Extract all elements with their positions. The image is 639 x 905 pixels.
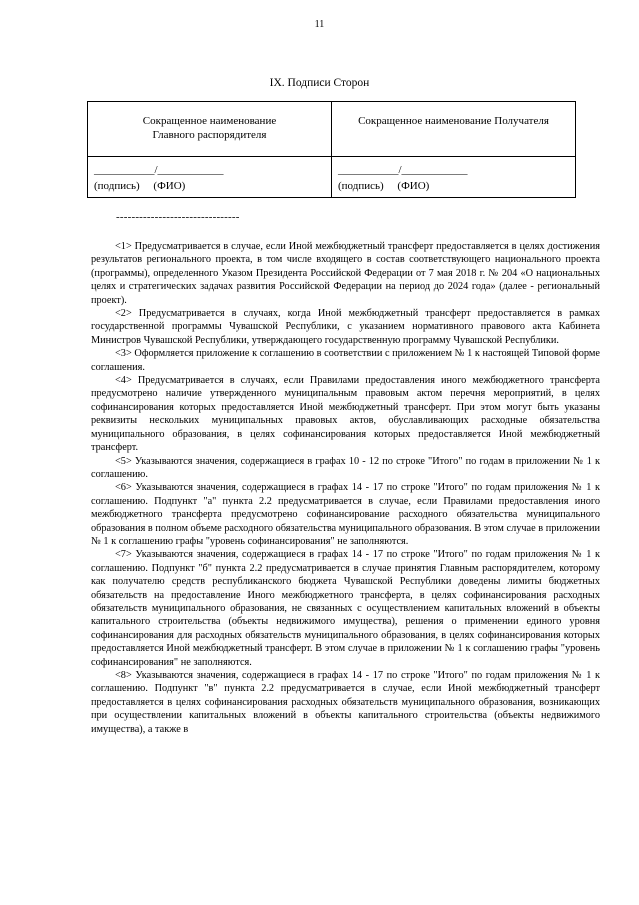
footnote-divider: -------------------------------- bbox=[116, 211, 240, 223]
right-header: Сокращенное наименование Получателя bbox=[358, 115, 549, 127]
left-header-line2: Главного распорядителя bbox=[152, 129, 267, 141]
footnote-5: <5> Указываются значения, содержащиеся в графах 10 - 12 по строке "Итого" по годам в приложении № 1 к соглашению. bbox=[91, 455, 600, 480]
left-signature-cell bbox=[88, 157, 332, 198]
left-header-line1: Сокращенное наименование bbox=[142, 115, 277, 127]
section-title: IX. Подписи Сторон bbox=[269, 77, 370, 89]
left-header-cell bbox=[88, 102, 332, 157]
right-signature-cell bbox=[332, 157, 576, 198]
left-signature-captions: (подпись) (ФИО) bbox=[94, 180, 186, 192]
footnote-3: <3> Оформляется приложение к соглашению в соответствии с приложением № 1 к настоящей Типовой форме соглашения. bbox=[91, 348, 600, 373]
right-signature-captions: (подпись) (ФИО) bbox=[338, 180, 430, 192]
footnote-6: <6> Указываются значения, содержащиеся в графах 14 - 17 по строке "Итого" по годам приложения № 1 к соглашению. Подпункт "а" пункта 2.2 предусматривается в случае, если Правилами предоставления иного межбюджетного трансферта предусмотрено софинансирование расходного обязательства муниципального образования в полном объеме расходного обязательства муниципального образования. В этом случае в приложении № 1 к соглашению графы "уровень софинансирования" не заполняются. bbox=[91, 482, 600, 547]
footnote-7: <7> Указываются значения, содержащиеся в графах 14 - 17 по строке "Итого" по годам приложения № 1 к соглашению. Подпункт "б" пункта 2.2 предусматривается в случае принятия Главным распорядителем, которому как получателю средств республиканского бюджета Чувашской Республики доведены лимиты бюджетных обязательств на предоставление Иного межбюджетного трансферта, в целях софинансирования расходных обязательств муниципального образования, не связанных с осуществлением капитальных вложений в объекты капитального строительства (объекты недвижимого имущества), решения о применении единого уровня софинансирования для расходных обязательств муниципального образования, в целях софинансирования которых предоставляется Иной межбюджетный трансферт. В этом случае в приложении № 1 к соглашению графы "уровень софинансирования" не заполняются. bbox=[91, 549, 600, 668]
right-header-cell bbox=[332, 102, 576, 157]
page-number: 11 bbox=[314, 19, 325, 30]
footnote-1: <1> Предусматривается в случае, если Иной межбюджетный трансферт предоставляется в целях достижения результатов регионального проекта, в том числе входящего в состав соответствующего национального проекта (программы), определенного Указом Президента Российской Федерации от 7 мая 2018 г. № 204 «О национальных целях и стратегических задачах развития Российской Федерации на период до 2024 года» (далее - региональный проект). bbox=[91, 241, 600, 306]
footnote-8: <8> Указываются значения, содержащиеся в графах 14 - 17 по строке "Итого" по годам приложения № 1 к соглашению. Подпункт "в" пункта 2.2 предусматривается в случае, если Иной межбюджетный трансферт предоставляется в целях софинансирования расходных обязательств муниципального образования, возникающих при осуществлении капитальных вложений в объекты капитального строительства (объекты недвижимого имущества), а также в bbox=[91, 670, 600, 735]
signatures-table bbox=[87, 101, 576, 198]
footnote-2: <2> Предусматривается в случаях, когда Иной межбюджетный трансферт предоставляется в рамках государственной программы Чувашской Республики, с указанием нормативного правового акта Кабинета Министров Чувашской Республики, утверждающего государственную программу Чувашской Республики. bbox=[91, 308, 600, 346]
footnote-4: <4> Предусматривается в случаях, если Правилами предоставления иного межбюджетного трансферта предусмотрено наличие утвержденного муниципальным правовым актом перечня мероприятий, в целях софинансирования которых предоставляется Иной межбюджетный трансферт. При этом могут быть указаны реквизиты нескольких муниципальных правовых актов, обуславливающих расходные обязательства муниципального образования, в целях софинансирования которых предоставляется Иной межбюджетный трансферт. bbox=[91, 375, 600, 454]
left-signature-line: ___________/____________ bbox=[94, 164, 224, 176]
footnotes bbox=[91, 240, 600, 736]
right-signature-line: ___________/____________ bbox=[338, 164, 468, 176]
